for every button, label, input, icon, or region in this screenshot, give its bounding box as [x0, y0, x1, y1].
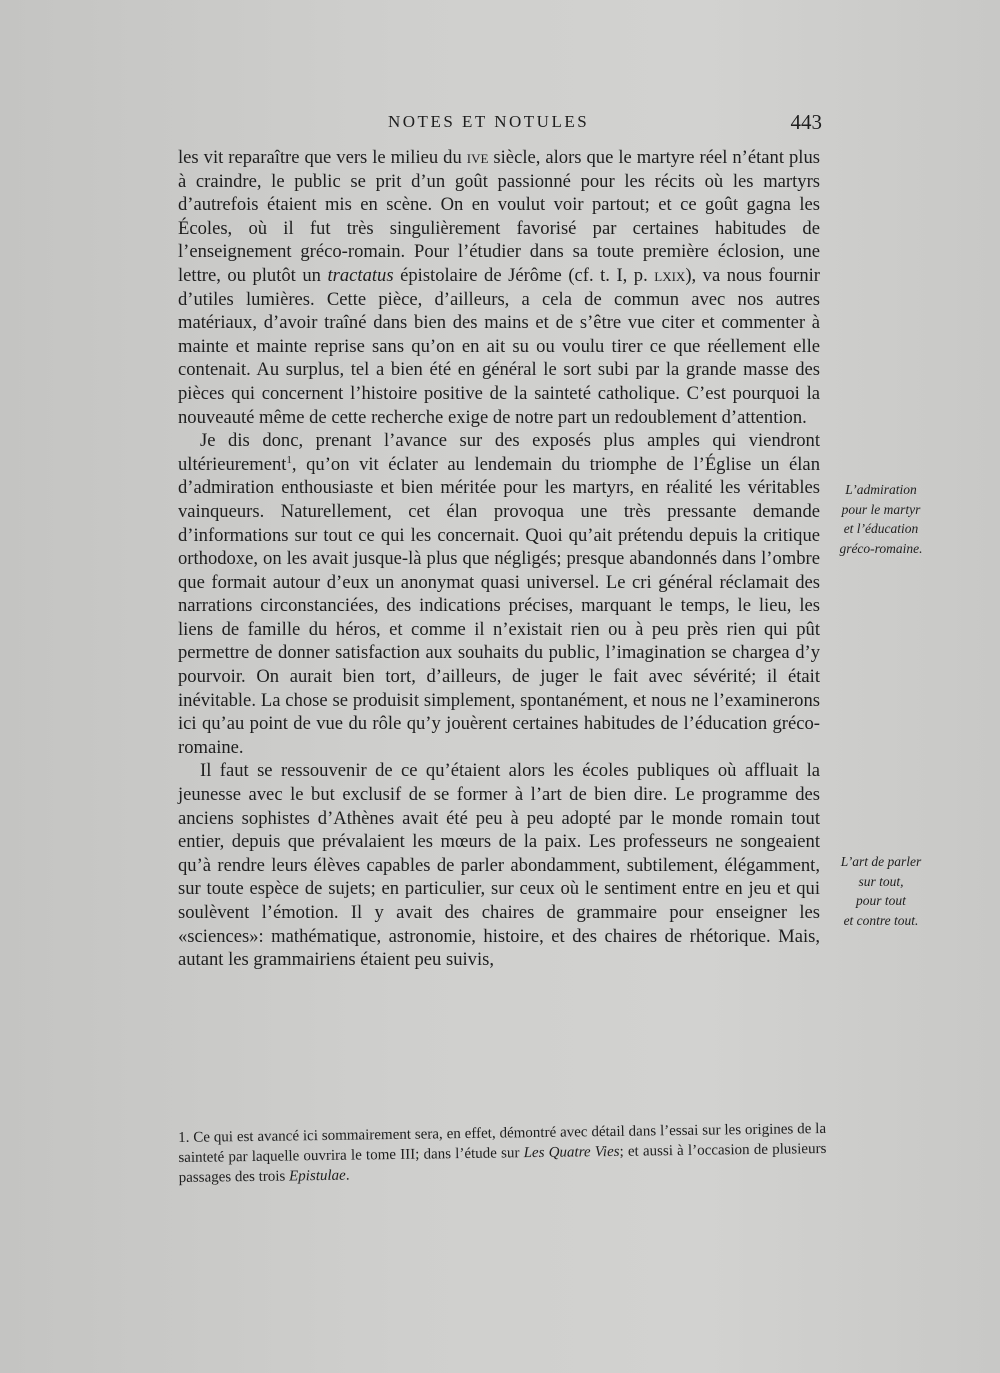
running-title: NOTES ET NOTULES [388, 112, 590, 131]
page-ref-numeral: lxix [654, 264, 686, 286]
margin-note-admiration: L’admiration pour le martyr et l’éducation gréco-romaine. [839, 482, 923, 556]
paragraph-2: Je dis donc, prenant l’avance sur des exposés plus amples qui viendront ultérieurement$^1$, qu’on vit éclater au lendemain du triomphe de l’Église un élan d’admiration enthousiaste et bien méritée pour les martyrs, en réalité les véritables vainqueurs. Naturellement, cet élan provoqua une très pressante demande d’informations sur tout ce qui les concernait. Quoi qu’ait prétendu depuis la critique orthodoxe, on les avait jusque-là plus que négligés; presque abandonnés dans l’ombre que formait autour d’eux un anonymat quasi universel. Le cri général réclamait des narrations circonstanciées, des indications précises, marquant le temps, le lieu, les liens de famille du héros, et comme il n’existait rien ou à peu près rien qui pût permettre de donner satisfaction aux souhaits du public, l’imagination se chargea d’y pourvoir. On aurait bien tort, d’ailleurs, de juger le fait avec sévérité; il était inévitable. La chose se produisit simplement, spontanément, et nous ne l’examinerons ici qu’au point de vue du rôle qu’y jouèrent certaines habitudes de l’éducation gréco-romaine. [178, 430, 820, 758]
paragraph-3: Il faut se ressouvenir de ce qu’étaient alors les écoles publiques où affluait la jeunesse avec le but exclusif de se former à l’art de bien dire. Le programme des anciens sophistes d’Athènes avait été peu à peu adopté par le monde romain tout entier, depuis que prévalaient les mœurs de la paix. Les professeurs ne songeaient qu’à rendre leurs élèves capables de parler abondamment, subtilement, élégamment, sur toute espèce de sujets; en particulier, sur ceux où le sentiment entre en jeu et qui soulèvent l’émotion. Il y avait des chaires de grammaire pour enseigner les «sciences»: mathématique, astronomie, histoire, et des chaires de rhétorique. Mais, autant les grammairiens étaient peu suivis, [178, 760, 820, 971]
footnote-marker[interactable]: 1 [286, 453, 292, 466]
latin-term: tractatus [327, 264, 394, 286]
footnote: 1. Ce qui est avancé ici sommairement sera, en effet, démontré avec détail dans l’essai sur les origines de la sainteté par laquelle ouvrira le tome III; dans l’étude sur Les Quatre Vies; et aussi à l’occasion de plusieurs passages des trois Epistulae. [178, 1120, 827, 1186]
page-header [178, 112, 828, 140]
page-number: 443 [790, 110, 822, 134]
main-text [178, 146, 820, 972]
paragraph-1: les vit reparaître que vers le milieu du ive siècle, alors que le martyre réel n’étant plus à craindre, le public se prit d’un goût passionné pour les récits où les martyrs d’autrefois étaient mis en scène. On en voulut voir partout; et ce goût gagna les Écoles, où il fut très singulièrement favorisé par certaines habitudes de l’enseignement gréco-romain. Pour l’étudier dans sa toute première éclosion, une lettre, ou plutôt un tractatus épistolaire de Jérôme (cf. t. I, p. lxix), va nous fournir d’utiles lumières. Cette pièce, d’ailleurs, a cela de commun avec nos autres matériaux, d’avoir traîné dans bien des mains et de s’être vue citer et commenter à mainte et mainte reprise sans qu’on en ait su ou voulu tirer ce que réellement elle contenait. Au surplus, tel a bien été en général le sort subi par la grande masse des pièces qui concernent l’histoire positive de la sainteté catholique. C’est pourquoi la nouveauté même de cette recherche exige de notre part un redoublement d’attention. [178, 147, 820, 428]
margin-note-art-de-parler: L’art de parler sur tout, pour tout et contre tout. [840, 854, 922, 928]
century-numeral: ive [466, 147, 489, 168]
